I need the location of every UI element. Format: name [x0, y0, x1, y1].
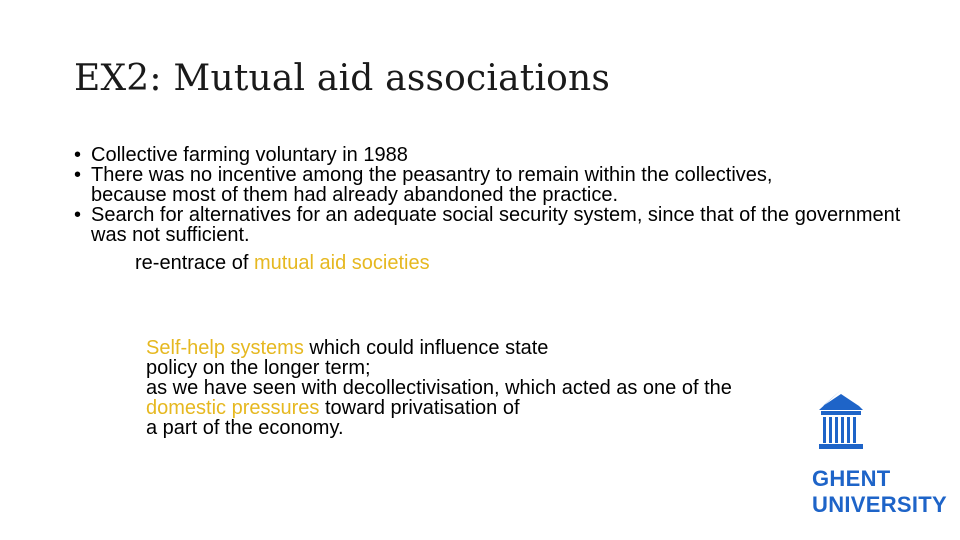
paragraph-highlight: Self-help systems — [146, 337, 304, 359]
bullet-symbol: • — [74, 144, 82, 166]
paragraph-line: a part of the economy. — [146, 417, 344, 439]
slide-body — [74, 145, 904, 273]
bullet-item — [74, 205, 906, 245]
paragraph-highlight: domestic pressures — [146, 397, 320, 419]
bullet-text: Search for alternatives for an adequate social security system, since that of the government was not sufficient. — [91, 204, 901, 246]
paragraph-line: as we have seen with decollectivisation, which acted as one of the — [146, 377, 732, 399]
bullet-symbol: • — [74, 164, 82, 186]
logo-text-university: UNIVERSITY — [812, 492, 948, 517]
bullet-symbol: • — [74, 204, 82, 226]
arrow-line-prefix: re-entrace of — [135, 252, 254, 274]
bullet-list — [74, 145, 904, 245]
paragraph-line — [146, 338, 866, 358]
logo-text-ghent: GHENT — [812, 466, 891, 491]
arrow-line-highlight: mutual aid societies — [253, 252, 430, 274]
bullet-text: There was no incentive among the peasantry to remain within the collectives, because most of them had already abandoned the practice. — [91, 164, 773, 206]
arrow-line — [135, 252, 904, 273]
bullet-text: Collective farming voluntary in 1988 — [91, 144, 408, 166]
bullet-item — [74, 145, 904, 165]
paragraph-text: toward privatisation of — [319, 397, 520, 419]
slide-title: EX2: Mutual aid associations — [74, 58, 611, 99]
university-building-icon — [816, 388, 866, 458]
paragraph-line — [146, 398, 866, 418]
paragraph-text: which could influence state — [303, 337, 549, 359]
ghent-university-logo — [810, 388, 948, 520]
paragraph-line: policy on the longer term; — [146, 357, 371, 379]
bullet-item — [74, 165, 791, 205]
self-help-paragraph — [146, 338, 866, 438]
